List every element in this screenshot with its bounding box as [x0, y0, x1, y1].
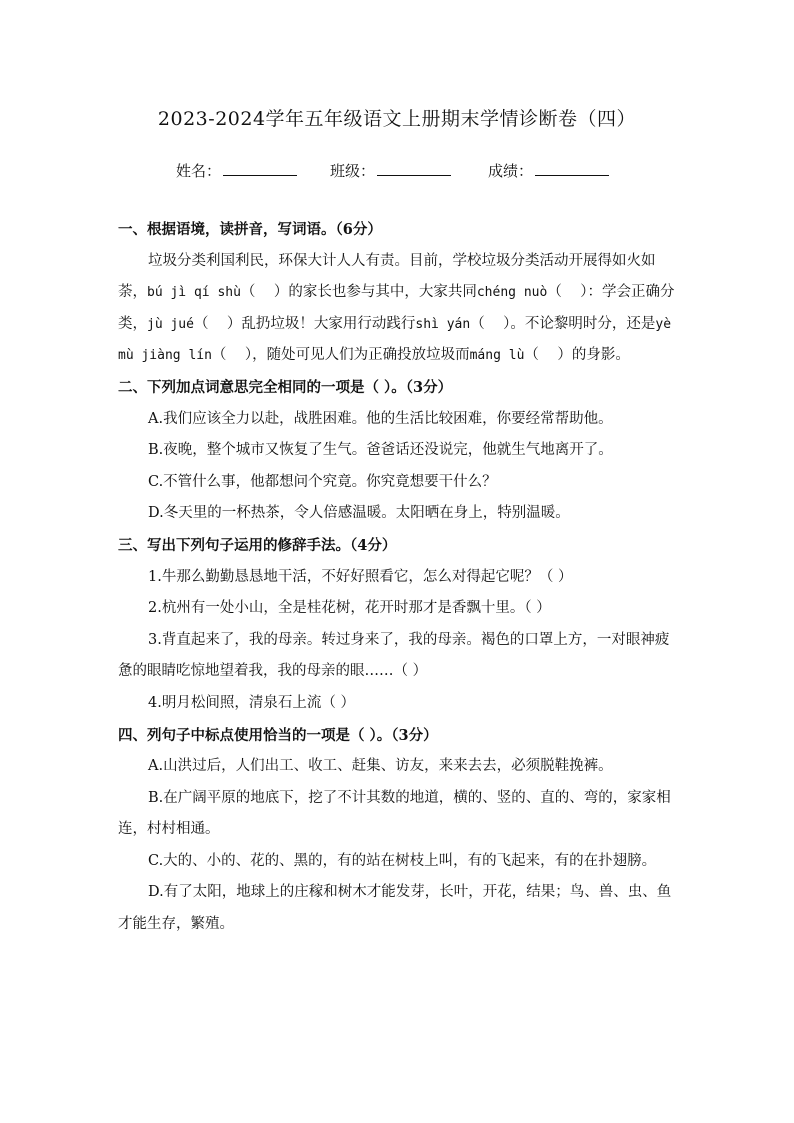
- q1-text-2: 的家长也参与其中，大家共同: [288, 284, 477, 301]
- q4-option-c: C.大的、小的、花的、黑的，有的站在树枝上叫，有的飞起来，有的在扑翅膀。: [148, 852, 657, 869]
- name-label: 姓名：: [176, 162, 222, 180]
- q1-pinyin-2: chéng nuò: [476, 285, 548, 301]
- q1-pinyin-1: bú jì qí shù: [147, 285, 241, 301]
- q2-option-c: C.不管什么事，他都想问个究竟。你究竟想要干什么？: [148, 473, 497, 490]
- q1-heading: 一、根据语境，读拼音，写词语。（6分）: [118, 221, 382, 238]
- name-blank[interactable]: [223, 161, 297, 176]
- q1-pinyin-6: máng lù: [469, 348, 525, 364]
- q1-text-1: 垃圾分类利国利民，环保大计人人有责。目前，学校垃圾分类活动开展得如火如荼，: [118, 252, 656, 301]
- q4-option-d: D.有了太阳，地球上的庄稼和树木才能发芽，长叶，开花，结果；鸟、兽、虫、鱼才能生存，繁殖。: [118, 884, 672, 933]
- q1-blank-2[interactable]: （ ）: [547, 284, 588, 301]
- q3-item-2: 2.杭州有一处小山，全是桂花树，花开时那才是香飘十里。（ ）: [148, 600, 551, 617]
- q1-blank-3[interactable]: （ ）: [193, 315, 242, 332]
- q2-option-a: A.我们应该全力以赴，战胜困难。他的生活比较困难，你要经常帮助他。: [148, 410, 613, 427]
- q1-passage: [118, 246, 678, 372]
- q4-heading: 四、列句子中标点使用恰当的一项是（ ）。（3分）: [118, 726, 438, 744]
- q1-blank-1[interactable]: （ ）: [240, 284, 289, 301]
- q1-blank-5[interactable]: （ ）: [211, 347, 253, 364]
- q1-pinyin-4: shì yán: [415, 316, 471, 332]
- q3-heading: 三、写出下列句子运用的修辞手法。（4分）: [118, 536, 397, 554]
- q2-option-d: D.冬天里的一杯热茶，令人倍感温暖。太阳晒在身上，特别温暖。: [148, 505, 570, 522]
- score-field[interactable]: [488, 160, 609, 181]
- exam-title: 2023-2024学年五年级语文上册期末学情诊断卷（四）: [157, 108, 637, 130]
- score-blank[interactable]: [535, 161, 609, 176]
- q1-blank-4[interactable]: （ ）: [470, 315, 511, 332]
- exam-content: [118, 214, 678, 941]
- q1-text-3: ：学会正确分类，: [118, 284, 675, 332]
- q1-pinyin-5: yè mù jiàng lín: [118, 316, 672, 364]
- q3-item-1: 1.牛那么勤勤恳恳地干活，不好好照看它，怎么对得起它呢？（ ）: [148, 568, 573, 585]
- q2-option-b: B.夜晚，整个城市又恢复了生气。爸爸话还没说完，他就生气地离开了。: [148, 442, 613, 459]
- name-field[interactable]: [176, 160, 297, 181]
- class-field[interactable]: [330, 160, 451, 181]
- q1-blank-6[interactable]: （ ）: [524, 347, 572, 364]
- q2-heading: 二、下列加点词意思完全相同的一项是（ ）。（3分）: [118, 378, 453, 396]
- class-blank[interactable]: [377, 161, 451, 176]
- class-label: 班级：: [330, 162, 376, 180]
- q1-text-7: 的身影。: [571, 347, 630, 364]
- q1-pinyin-3: jù jué: [147, 316, 194, 332]
- q1-text-5: 。不论黎明时分，还是: [510, 315, 656, 332]
- q4-option-a: A.山洪过后，人们出工、收工、赶集、访友，来来去去，必须脱鞋挽裤。: [148, 758, 613, 775]
- q4-option-b: B.在广阔平原的地底下，挖了不计其数的地道，横的、竖的、直的、弯的，家家相连，村村相通。: [118, 789, 671, 838]
- q3-item-3: 3.背直起来了，我的母亲。转过身来了，我的母亲。褐色的口罩上方，一对眼神疲惫的眼睛吃惊地望着我，我的母亲的眼……（ ）: [118, 631, 670, 680]
- q1-text-6: ，随处可见人们为正确投放垃圾而: [252, 347, 470, 364]
- q3-item-4: 4.明月松间照，清泉石上流（ ）: [148, 694, 355, 711]
- score-label: 成绩：: [488, 162, 534, 180]
- q1-text-4: 乱扔垃圾！大家用行动践行: [241, 315, 416, 332]
